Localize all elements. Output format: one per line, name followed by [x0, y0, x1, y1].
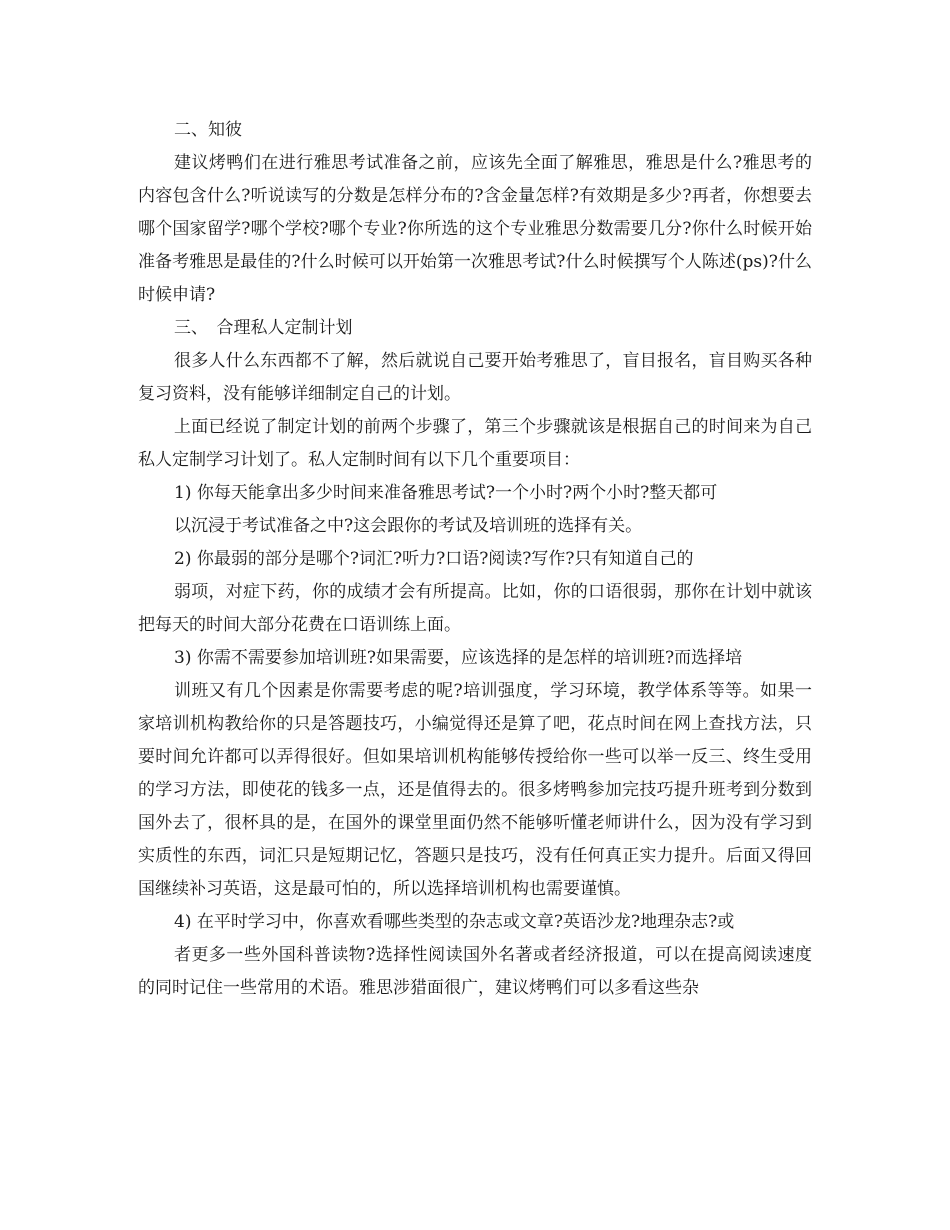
- list-item-4-start: 4) 在平时学习中，你喜欢看哪些类型的杂志或文章?英语沙龙?地理杂志?或: [174, 912, 735, 932]
- list-item-4-cont: 者更多一些外国科普读物?选择性阅读国外名著或者经济报道，可以在提高阅读速度的同时记住一些常用的术语。雅思涉猎面很广，建议烤鸭们可以多看这些杂: [138, 945, 812, 998]
- section-heading-2: 二、知彼: [174, 120, 242, 140]
- list-item-1-cont: 以沉浸于考试准备之中?这会跟你的考试及培训班的选择有关。: [174, 516, 643, 536]
- paragraph-blind-prep: 很多人什么东西都不了解，然后就说自己要开始考雅思了，盲目报名，盲目购买各种复习资料，没有能够详细制定自己的计划。: [138, 351, 812, 404]
- list-item-1-start: 1) 你每天能拿出多少时间来准备雅思考试?一个小时?两个小时?整天都可: [174, 483, 718, 503]
- list-item-3-cont: 训班又有几个因素是你需要考虑的呢?培训强度，学习环境，教学体系等等。如果一家培训机构教给你的只是答题技巧，小编觉得还是算了吧，花点时间在网上查找方法，只要时间允许都可以弄得很好。但如果培训机构能够传授给你一些可以举一反三、终生受用的学习方法，即使花的钱多一点，还是值得去的。很多烤鸭参加完技巧提升班考到分数到国外去了，很杯具的是，在国外的课堂里面仍然不能够听懂老师讲什么，因为没有学习到实质性的东西，词汇只是短期记忆，答题只是技巧，没有任何真正实力提升。后面又得回国继续补习英语，这是最可怕的，所以选择培训机构也需要谨慎。: [138, 681, 812, 899]
- paragraph-know-ielts: 建议烤鸭们在进行雅思考试准备之前，应该先全面了解雅思，雅思是什么?雅思考的内容包含什么?听说读写的分数是怎样分布的?含金量怎样?有效期是多少?再者，你想要去哪个国家留学?哪个学校?哪个专业?你所选的这个专业雅思分数需要几分?你什么时候开始准备考雅思是最佳的?什么时候可以开始第一次雅思考试?什么时候撰写个人陈述(ps)?什么时候申请?: [138, 153, 812, 305]
- paragraph-plan-steps: 上面已经说了制定计划的前两个步骤了，第三个步骤就该是根据自己的时间来为自己私人定制学习计划了。私人定制时间有以下几个重要项目：: [138, 417, 812, 470]
- list-item-2-cont: 弱项，对症下药，你的成绩才会有所提高。比如，你的口语很弱，那你在计划中就该把每天的时间大部分花费在口语训练上面。: [138, 582, 812, 635]
- list-item-2-start: 2) 你最弱的部分是哪个?词汇?听力?口语?阅读?写作?只有知道自己的: [174, 549, 694, 569]
- section-heading-3: 三、 合理私人定制计划: [174, 318, 353, 338]
- document-body: [138, 114, 812, 1005]
- list-item-3-start: 3) 你需不需要参加培训班?如果需要，应该选择的是怎样的培训班?而选择培: [174, 648, 743, 668]
